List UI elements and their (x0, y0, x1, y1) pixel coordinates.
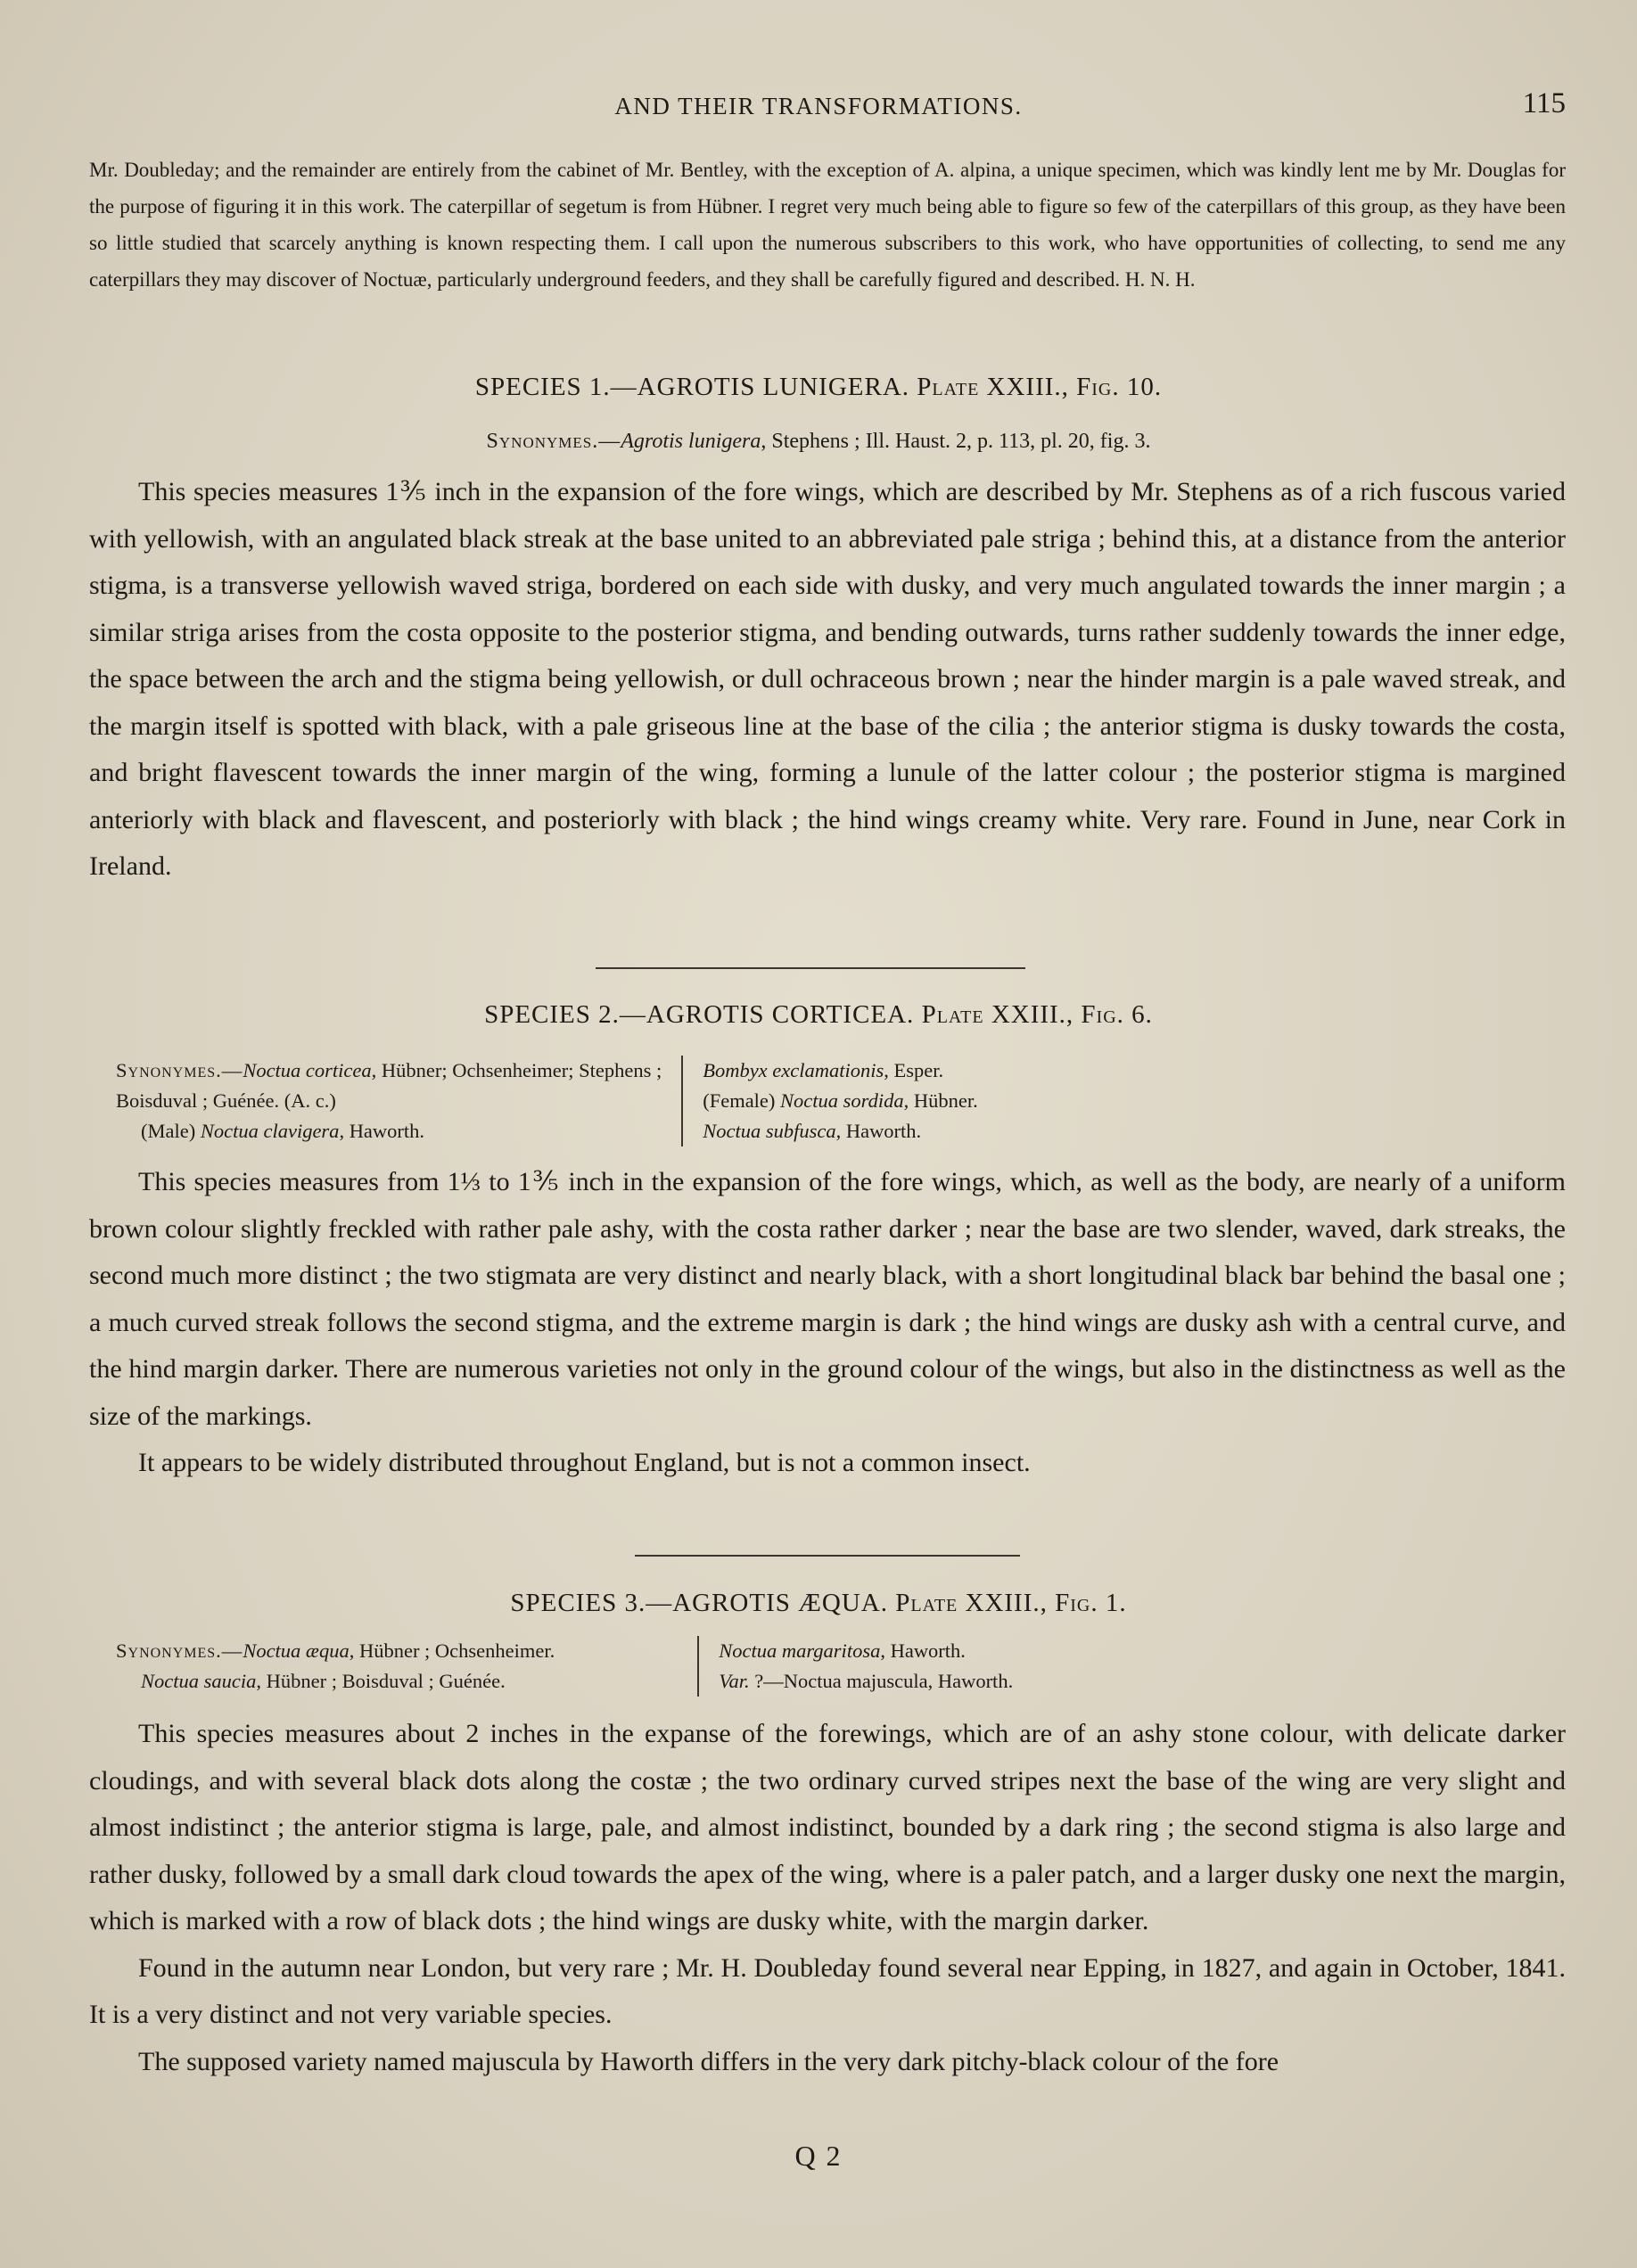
synonym-line (116, 1056, 662, 1086)
page-number: 115 (1522, 87, 1566, 119)
species-3-title: SPECIES 3.—AGROTIS ÆQUA. (510, 1589, 888, 1617)
synonyms-right-column (683, 1056, 978, 1146)
species-3-plate: Plate XXIII., Fig. 1. (895, 1589, 1127, 1617)
species-2-distribution: It appears to be widely distributed throughout England, but is not a common insect. (138, 1448, 1031, 1477)
synonym-name: Noctua æqua (243, 1639, 350, 1662)
synonym-line (703, 1086, 978, 1116)
synonym-line: Boisduval ; Guénée. (A. c.) (116, 1089, 336, 1112)
species-2-plate: Plate XXIII., Fig. 6. (921, 1000, 1153, 1029)
section-divider (635, 1555, 1020, 1557)
page-header (0, 86, 1637, 130)
species-1-heading (0, 373, 1637, 402)
synonyms-label: Synonymes.— (486, 430, 621, 453)
species-2-heading (0, 1000, 1637, 1030)
species-2-body (89, 1159, 1566, 1487)
section-divider (596, 967, 1025, 969)
synonym-line (116, 1636, 555, 1666)
synonym-name: Bombyx exclamationis (703, 1059, 884, 1081)
synonym-name: Noctua corticea (243, 1059, 372, 1081)
synonym-prefix: (Male) (141, 1120, 201, 1142)
synonym-rest: , Hübner. (903, 1089, 978, 1112)
synonyms-left-column (116, 1636, 699, 1697)
species-1-body (89, 469, 1566, 891)
synonym-name: Noctua sordida (780, 1089, 904, 1112)
synonym-line (116, 1116, 662, 1146)
synonym-rest: , Haworth. (339, 1120, 425, 1142)
species-2-title: SPECIES 2.—AGROTIS CORTICEA. (484, 1000, 915, 1029)
species-2-synonyms (116, 1056, 978, 1146)
synonym-rest: , Haworth. (835, 1120, 922, 1142)
species-3-variety: The supposed variety named majuscula by Haworth differs in the very dark pitchy-black colour of the fore (138, 2046, 1279, 2076)
synonym-line (703, 1116, 978, 1146)
synonym-line (116, 1666, 555, 1697)
synonym-name: Agrotis lunigera (621, 430, 761, 453)
synonyms-left-column (116, 1056, 683, 1146)
species-3-distribution: Found in the autumn near London, but very rare ; Mr. H. Doubleday found several near Epping, in 1827, and again in October, 1841. It is a very distinct and not very variable species. (89, 1952, 1566, 2029)
species-3-heading (0, 1589, 1637, 1618)
intro-paragraph: Mr. Doubleday; and the remainder are entirely from the cabinet of Mr. Bentley, with the exception of A. alpina, a unique specimen, which was kindly lent me by Mr. Douglas for the purpose of figuring it in this work. The caterpillar of segetum is from Hübner. I regret very much being able to figure so few of the caterpillars of this group, as they have been so little studied that scarcely anything is known respecting them. I call upon the numerous subscribers to this work, who have opportunities of collecting, to send me any caterpillars they may discover of Noctuæ, particularly underground feeders, and they shall be carefully figured and described. H. N. H. (89, 159, 1566, 291)
synonym-line (703, 1056, 978, 1086)
species-3-synonyms (116, 1636, 1013, 1697)
signature-mark: Q 2 (794, 2140, 843, 2172)
species-3-body (89, 1711, 1566, 2085)
synonym-line (719, 1666, 1013, 1697)
synonym-rest: , Hübner ; Ochsenheimer. (349, 1639, 555, 1662)
synonyms-label: Synonymes.— (116, 1059, 243, 1081)
synonym-rest: , Hübner ; Boisduval ; Guénée. (256, 1670, 506, 1692)
species-1-description: This species measures 1⅗ inch in the expansion of the fore wings, which are described by Mr. Stephens as of a rich fuscous varied with yellowish, with an angulated black streak at the base united to an abbreviated pale striga ; behind this, at a distance from the anterior stigma, is a transverse yellowish waved striga, bordered on each side with dusky, and very much angulated towards the inner margin ; a similar striga arises from the costa opposite to the posterior stigma, and bending outwards, turns rather suddenly towards the inner edge, the space between the arch and the stigma being yellowish, or dull ochraceous brown ; near the hinder margin is a pale waved streak, and the margin itself is spotted with black, with a pale griseous line at the base of the cilia ; the anterior stigma is dusky towards the costa, and bright flavescent towards the inner margin of the wing, forming a lunule of the latter colour ; the posterior stigma is margined anteriorly with black and flavescent, and posteriorly with black ; the hind wings creamy white. Very rare. Found in June, near Cork in Ireland. (89, 477, 1566, 881)
species-2-description: This species measures from 1⅓ to 1⅗ inch in the expansion of the fore wings, which, as well as the body, are nearly of a uniform brown colour slightly freckled with rather pale ashy, with the costa rather darker ; near the base are two slender, waved, dark streaks, the second much more distinct ; the two stigmata are very distinct and nearly black, with a short longitudinal black bar behind the basal one ; a much curved streak follows the second stigma, and the extreme margin is dark ; the hind wings are dusky ash with a central curve, and the hind margin darker. There are numerous varieties not only in the ground colour of the wings, but also in the distinctness as well as the size of the markings. (89, 1167, 1566, 1431)
synonym-line (719, 1636, 1013, 1666)
species-1-plate: Plate XXIII., Fig. 10. (917, 373, 1163, 401)
synonyms-right-column (699, 1636, 1013, 1697)
synonym-name: Noctua clavigera (200, 1120, 340, 1142)
synonym-rest: , Stephens ; Ill. Haust. 2, p. 113, pl. 20, fig. 3. (761, 430, 1151, 453)
synonyms-label: Synonymes.— (116, 1639, 243, 1662)
synonym-prefix: (Female) (703, 1089, 781, 1112)
synonym-rest: , Hübner; Ochsenheimer; Stephens ; (371, 1059, 662, 1081)
species-1-title: SPECIES 1.—AGROTIS LUNIGERA. (474, 373, 910, 401)
synonym-name: Noctua subfusca (703, 1120, 836, 1142)
species-1-synonyms (0, 430, 1637, 454)
synonym-name: Noctua saucia (141, 1670, 257, 1692)
synonym-rest: , Haworth. (880, 1639, 966, 1662)
synonym-name: Noctua margaritosa (719, 1639, 881, 1662)
synonym-rest: , Esper. (884, 1059, 944, 1081)
variety-label: Var. (719, 1670, 750, 1692)
synonym-rest: ?—Noctua majuscula, Haworth. (749, 1670, 1014, 1692)
species-3-description: This species measures about 2 inches in the expanse of the forewings, which are of an ashy stone colour, with delicate darker cloudings, and with several black dots along the costæ ; the two ordinary curved stripes next the base of the wing are very slight and almost indistinct ; the anterior stigma is large, pale, and almost indistinct, bounded by a dark ring ; the second stigma is also large and rather dusky, followed by a small dark cloud towards the apex of the wing, where is a paler patch, and a larger dusky one next the margin, which is marked with a row of black dots ; the hind wings are dusky white, with the margin darker. (89, 1719, 1566, 1935)
running-head: AND THEIR TRANSFORMATIONS. (614, 93, 1023, 119)
